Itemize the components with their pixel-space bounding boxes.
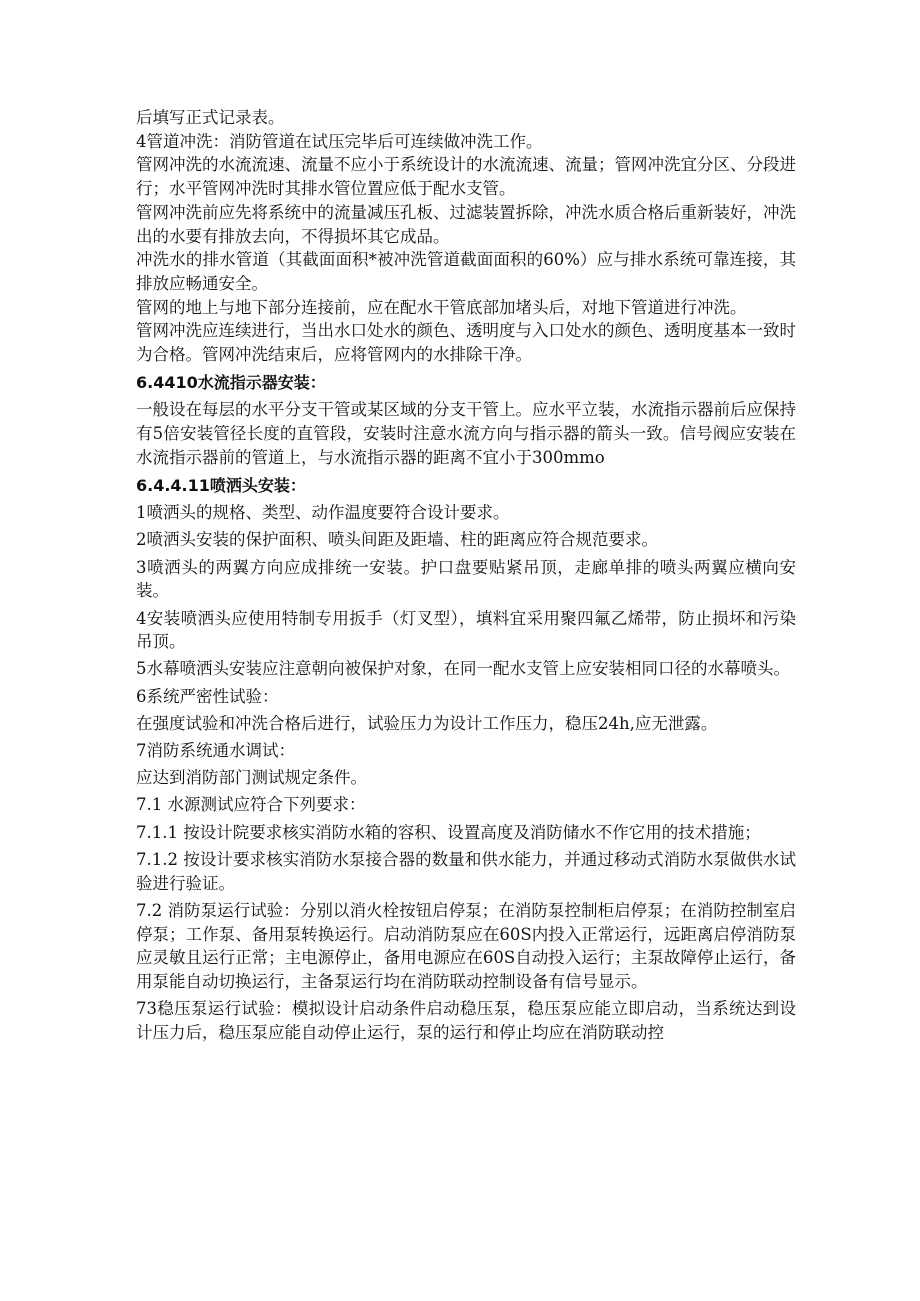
list-item: 7消防系统通水调试： [136,741,295,761]
list-item: 5水幕喷洒头安装应注意朝向被保护对象，在同一配水支管上应安装相同口径的水幕喷头。 [136,659,790,679]
text-line: 4管道冲洗：消防管道在试压完毕后可连续做冲洗工作。 [136,131,543,151]
list-item: 3喷洒头的两翼方向应成排统一安装。护口盘要贴紧吊顶，走廊单排的喷头两翼应横向安装。 [136,557,796,601]
section-heading: 6.4.4.11喷洒头安装： [136,475,306,495]
list-item: 应达到消防部门测试规定条件。 [136,768,367,788]
text-line: 冲洗水的排水管道（其截面面积*被冲洗管道截面面积的60%）应与排水系统可靠连接，其排放应畅通安全。 [136,250,796,293]
list-item: 7.1.2 按设计要求核实消防水泵接合器的数量和供水能力，并通过移动式消防水泵做供水试验进行验证。 [136,849,796,893]
list-item: 7.1.1 按设计院要求核实消防水箱的容积、设置高度及消防储水不作它用的技术措施； [136,822,761,842]
list-item: 7.2 消防泵运行试验：分别以消火栓按钮启停泵；在消防泵控制柜启停泵；在消防控制室启停泵；工作泵、备用泵转换运行。启动消防泵应在60S内投入正常运行，远距离启停消防泵应灵敏且运行正常；主电源停止，备用电源应在60S自动投入运行；主泵故障停止运行，备用泵能自动切换运行，主备泵运行均在消防联动控制设备有信号显示。 [136,900,796,991]
text-line: 管网冲洗应连续进行，当出水口处水的颜色、透明度与入口处水的颜色、透明度基本一致时为合格。管网冲洗结束后，应将管网内的水排除干净。 [136,321,796,365]
document-page [136,106,796,1045]
text-line: 后填写正式记录表。 [136,108,285,127]
text-line: 管网冲洗的水流流速、流量不应小于系统设计的水流流速、流量；管网冲洗宜分区、分段进行；水平管网冲洗时其排水管位置应低于配水支管。 [136,155,796,199]
list-item: 7.1 水源测试应符合下列要求： [136,795,366,815]
text-line: 管网的地上与地下部分连接前，应在配水干管底部加堵头后，对地下管道进行冲洗。 [136,297,747,317]
paragraph: 一般设在每层的水平分支干管或某区域的分支干管上。应水平立装，水流指示器前后应保持有5倍安装管径长度的直管段，安装时注意水流方向与指示器的箭头一致。信号阀应安装在水流指示器前的管道上，与水流指示器的距离不宜小于300mmo [136,400,796,467]
list-item: 73稳压泵运行试验：模拟设计启动条件启动稳压泵，稳压泵应能立即启动，当系统达到设计压力后，稳压泵应能自动停止运行，泵的运行和停止均应在消防联动控 [136,999,796,1042]
text-line: 管网冲洗前应先将系统中的流量减压孔板、过滤装置拆除，冲洗水质合格后重新装好，冲洗出的水要有排放去向，不得损坏其它成品。 [136,202,796,246]
list-item: 6系统严密性试验： [136,686,279,706]
list-item: 4安装喷洒头应使用特制专用扳手（灯叉型），填料宜采用聚四氟乙烯带，防止损坏和污染吊顶。 [136,608,796,652]
list-item: 在强度试验和冲洗合格后进行，试验压力为设计工作压力，稳压24h,应无泄露。 [136,713,718,733]
list-item: 2喷洒头安装的保护面积、喷头间距及距墙、柱的距离应符合规范要求。 [136,530,658,550]
list-item: 1喷洒头的规格、类型、动作温度要符合设计要求。 [136,503,510,523]
section-heading: 6.4410水流指示器安装： [136,372,326,392]
